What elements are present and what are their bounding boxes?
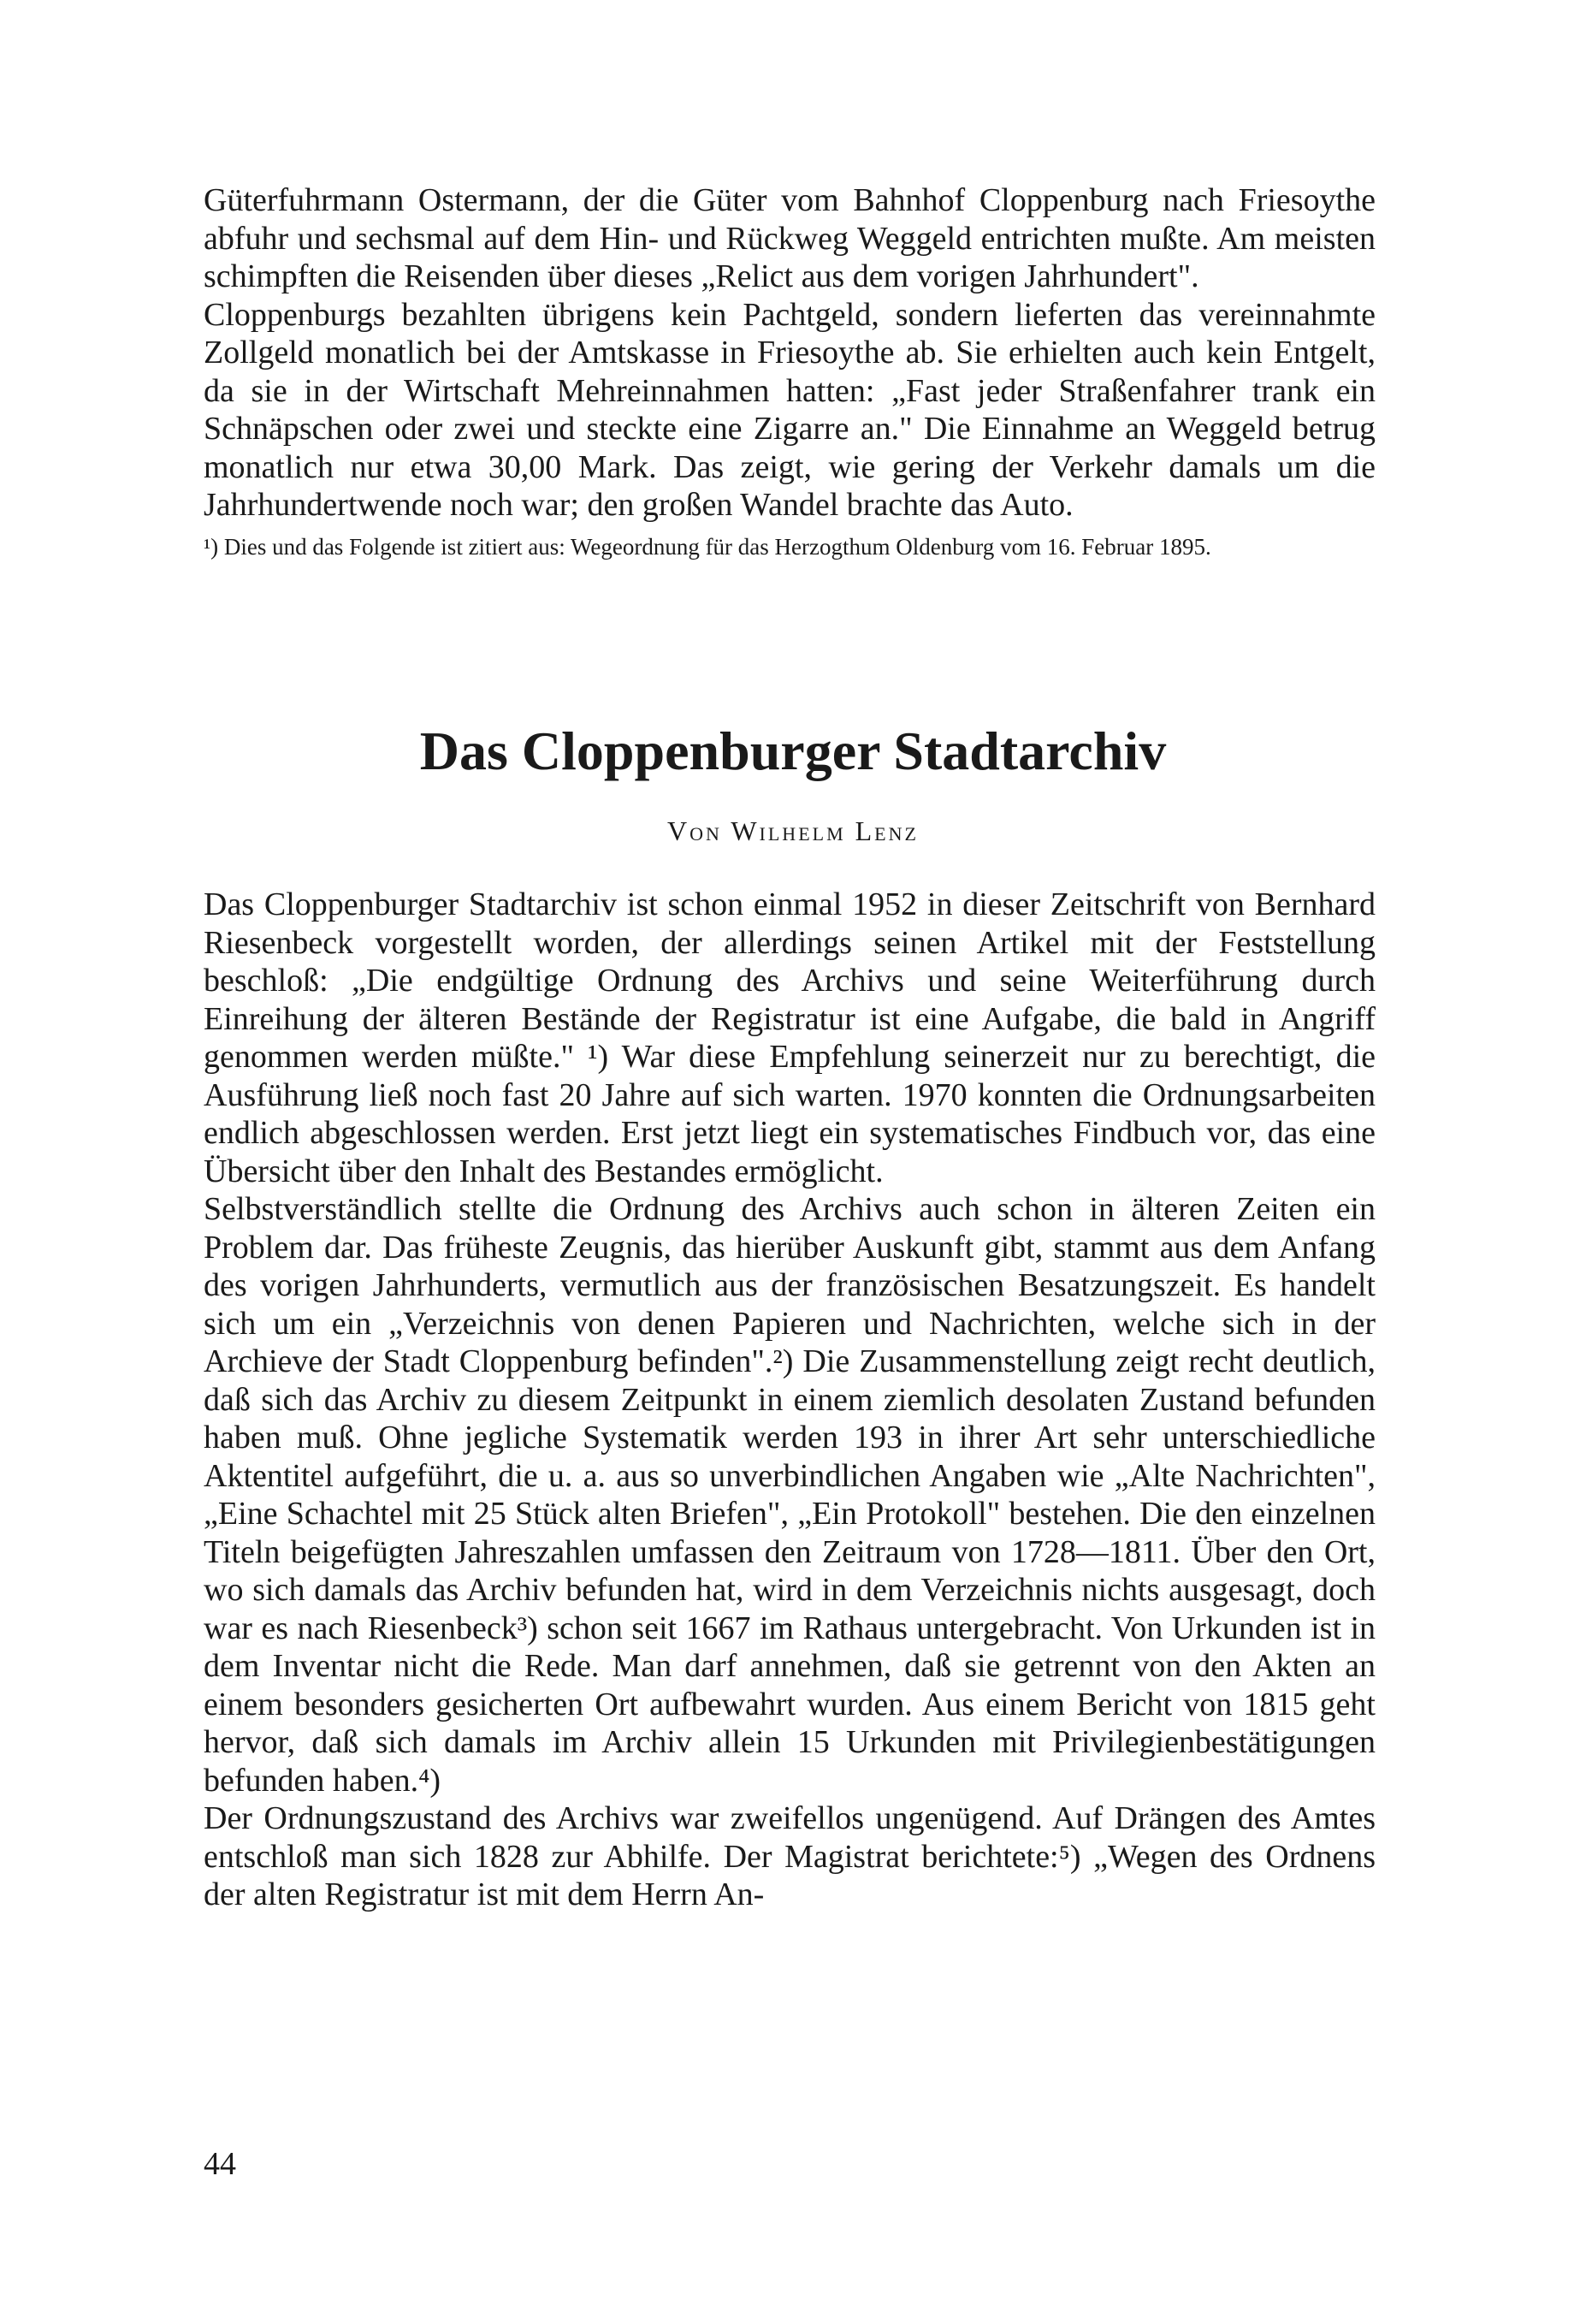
article-author: Von Wilhelm Lenz: [667, 815, 919, 846]
footnote: ¹) Dies und das Folgende ist zitiert aus: Wegeordnung für das Herzogthum Oldenburg vom 16. Februar 1895.: [204, 533, 1211, 560]
article-title: Das Cloppenburger Stadtarchiv: [419, 720, 1167, 781]
paragraph-pachtgeld: Cloppenburgs bezahlten übrigens kein Pachtgeld, sondern lieferten das vereinnahmte Zollgeld monatlich bei der Amtskasse in Friesoythe ab. Sie erhielten auch kein Entgelt, da sie in der Wirtschaft Mehreinnahmen hatten: „Fast jeder Straßenfahrer trank ein Schnäpschen oder zwei und steckte eine Zigarre an." Die Einnahme an Weggeld betrug monatlich nur etwa 30,00 Mark. Das zeigt, wie gering der Verkehr damals um die Jahrhundertwende noch war; den großen Wandel brachte das Auto.: [204, 296, 1376, 523]
paragraph-ordnungszustand: Der Ordnungszustand des Archivs war zweifellos ungenügend. Auf Drängen des Amtes entschloß man sich 1828 zur Abhilfe. Der Magistrat berichtete:⁵) „Wegen des Ordnens der alten Registratur ist mit dem Herrn An-: [204, 1800, 1376, 1912]
top-text-block: [204, 181, 1376, 563]
article-body: [204, 886, 1376, 1914]
page-number: 44: [204, 2146, 236, 2182]
paragraph-intro: Das Cloppenburger Stadtarchiv ist schon einmal 1952 in dieser Zeitschrift von Bernhard Riesenbeck vorgestellt worden, der allerdings seinen Artikel mit der Feststellung beschloß: „Die endgültige Ordnung des Archivs und seine Weiterführung durch Einreihung der älteren Bestände der Registratur ist eine Aufgabe, die bald in Angriff genommen werden müßte." ¹) War diese Empfehlung seinerzeit nur zu berechtigt, die Ausführung ließ noch fast 20 Jahre auf sich warten. 1970 konnten die Ordnungsarbeiten endlich abgeschlossen werden. Erst jetzt liegt ein systematisches Findbuch vor, das eine Übersicht über den Inhalt des Bestandes ermöglicht.: [204, 886, 1376, 1189]
paragraph-history: Selbstverständlich stellte die Ordnung des Archivs auch schon in älteren Zeiten ein Problem dar. Das früheste Zeugnis, das hierüber Auskunft gibt, stammt aus dem Anfang des vorigen Jahrhunderts, vermutlich aus der französischen Besatzungszeit. Es handelt sich um ein „Verzeichnis von denen Papieren und Nachrichten, welche sich in der Archieve der Stadt Cloppenburg befinden".²) Die Zusammenstellung zeigt recht deutlich, daß sich das Archiv zu diesem Zeitpunkt in einem ziemlich desolaten Zustand befunden haben muß. Ohne jegliche Systematik werden 193 in ihrer Art sehr unterschiedliche Aktentitel aufgeführt, die u. a. aus so unverbindlichen Angaben wie „Alte Nachrichten", „Eine Schachtel mit 25 Stück alten Briefen", „Ein Protokoll" bestehen. Die den einzelnen Titeln beigefügten Jahreszahlen umfassen den Zeitraum von 1728—1811. Über den Ort, wo sich damals das Archiv befunden hat, wird in dem Verzeichnis nichts ausgesagt, doch war es nach Riesenbeck³) schon seit 1667 im Rathaus untergebracht. Von Urkunden ist in dem Inventar nicht die Rede. Man darf annehmen, daß sie getrennt von den Akten an einem besonders gesicherten Ort aufbewahrt wurden. Aus einem Bericht von 1815 geht hervor, daß sich damals im Archiv allein 15 Urkunden mit Privilegienbestätigungen befunden haben.⁴): [204, 1191, 1376, 1799]
paragraph-ostermann: Güterfuhrmann Ostermann, der die Güter vom Bahnhof Cloppenburg nach Friesoythe abfuhr und sechsmal auf dem Hin- und Rückweg Weggeld entrichten mußte. Am meisten schimpften die Reisenden über dieses „Relict aus dem vorigen Jahrhundert".: [204, 182, 1376, 294]
